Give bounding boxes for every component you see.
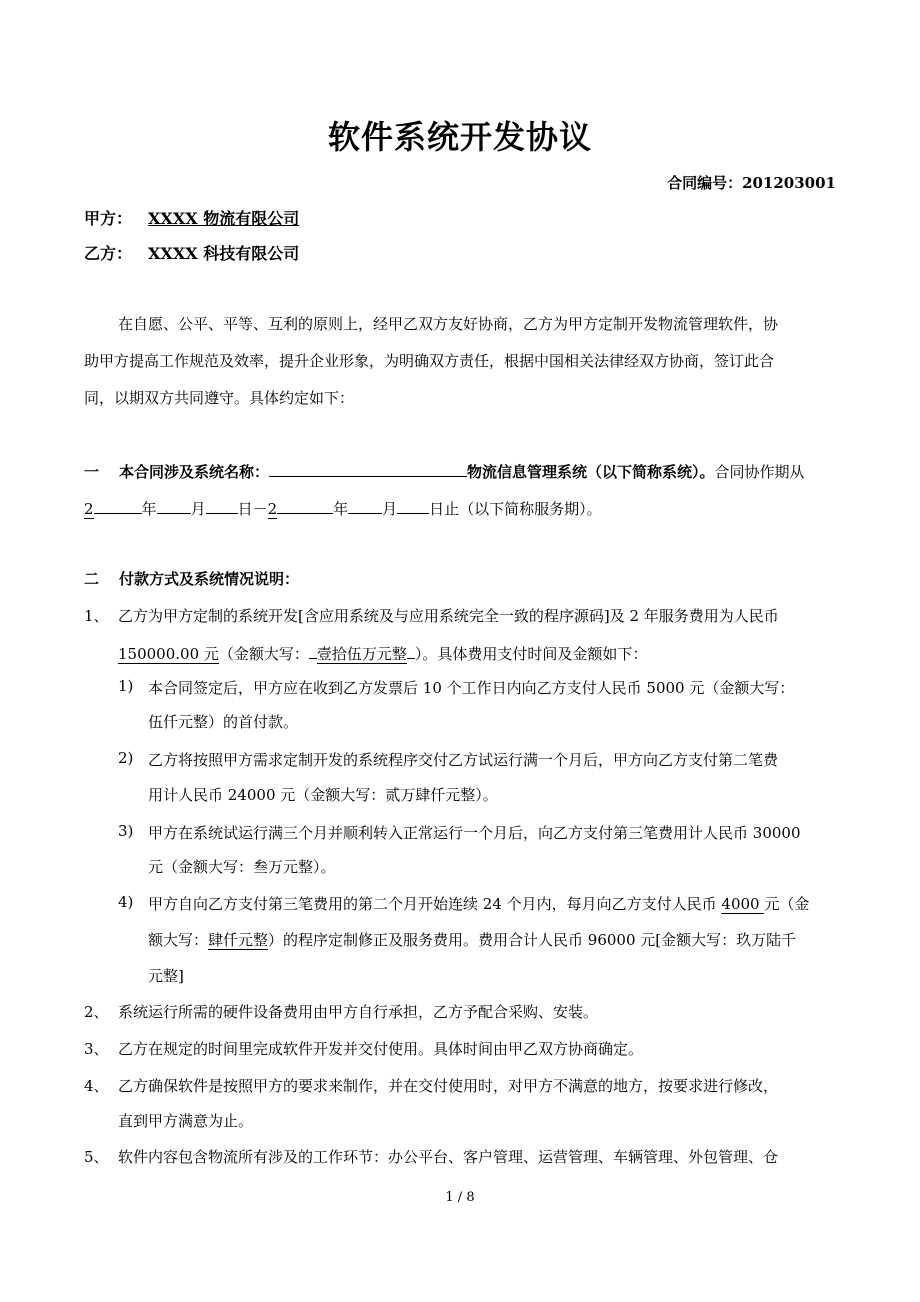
party-a (84, 206, 299, 229)
end-year-prefix: 2 (267, 500, 278, 518)
monthly-amount: 4000 (721, 895, 765, 913)
month2-label: 月 (382, 500, 398, 518)
item-1-line-1: 乙方为甲方定制的系统开发[含应用系统及与应用系统完全一致的程序源码]及 2 年服务费用为人民币 (118, 607, 779, 625)
party-b-name: XXXX 科技有限公司 (148, 244, 300, 263)
item-3-line-1: 乙方在规定的时间里完成软件开发并交付使用。具体时间由甲乙双方协商确定。 (118, 1040, 644, 1058)
sub-1-line-2: 伍仟元整）的首付款。 (148, 713, 299, 731)
start-day-blank (206, 496, 238, 514)
total-amount: 150000.00 元 (118, 645, 219, 663)
section-2-heading (84, 568, 299, 589)
item-4-number: 4、 (84, 1077, 109, 1095)
intro-line-1: 在自愿、公平、平等、互利的原则上，经甲乙双方友好协商，乙方为甲方定制开发物流管理软件，协 (118, 315, 779, 333)
item-2-line-1: 系统运行所需的硬件设备费用由甲方自行承担，乙方予配合采购、安装。 (118, 1003, 599, 1021)
section-2-title: 付款方式及系统情况说明： (119, 570, 300, 588)
party-a-name: XXXX 物流有限公司 (148, 209, 300, 228)
start-year-prefix: 2 (84, 500, 94, 518)
contract-number: 合同编号：201203001 (667, 174, 836, 192)
section-1-system: 物流信息管理系统（以下简称系统）。 (467, 463, 715, 481)
party-b (84, 241, 299, 264)
sub-3-line-1: 甲方在系统试运行满三个月并顺利转入正常运行一个月后，向乙方支付第三笔费用计人民币 30000 (148, 824, 801, 842)
item-5-number: 5、 (84, 1148, 109, 1166)
sub-2-line-1: 乙方将按照甲方需求定制开发的系统程序交付乙方试运行满一个月后，甲方向乙方支付第二笔费 (148, 751, 779, 769)
end-day-blank (397, 496, 429, 514)
sub-3-number: 3) (118, 822, 134, 840)
party-b-label: 乙方： (84, 244, 133, 263)
year2-label: 年 (333, 500, 349, 518)
system-name-blank (269, 459, 467, 477)
item-1-line-2 (118, 641, 647, 664)
sub-1-number: 1) (118, 677, 134, 695)
intro-line-3: 同，以期双方共同遵守。具体约定如下： (84, 389, 355, 407)
sub-4-text-b: 元（金 (764, 895, 810, 913)
end-year-blank (277, 496, 333, 514)
sub-4-number: 4) (118, 893, 134, 911)
item-5-line-1: 软件内容包含物流所有涉及的工作环节：办公平台、客户管理、运营管理、车辆管理、外包管理、仓 (118, 1148, 779, 1166)
monthly-amount-caps: 肆仟元整 (208, 931, 269, 949)
page-number: 1 / 8 (445, 1190, 475, 1205)
end-month-blank (348, 496, 382, 514)
item-1-number: 1、 (84, 607, 109, 625)
section-1-number: 一 (84, 463, 100, 481)
item-1-end: ）。具体费用支付时间及金额如下： (414, 645, 648, 663)
section-2-number: 二 (84, 570, 100, 588)
end-label: 日止（以下简称服务期）。 (429, 500, 602, 518)
section-1-line-2 (84, 496, 602, 519)
sub-4-line-3: 元整] (148, 967, 184, 985)
sub-4-text-c: ）的程序定制修正及服务费用。费用合计人民币 96000 元[金额大写：玖万陆千 (268, 931, 797, 949)
year-label: 年 (141, 500, 157, 518)
sub-4-line-2 (148, 929, 796, 950)
sub-4-line-1 (148, 893, 809, 914)
amount-caps-label: （金额大写： (218, 645, 309, 663)
start-year-blank (94, 496, 142, 514)
intro-line-2: 助甲方提高工作规范及效率，提升企业形象，为明确双方责任，根据中国相关法律经双方协商，签订此合 (84, 352, 775, 370)
party-a-label: 甲方： (84, 209, 133, 228)
amount-caps: 壹拾伍万元整 (316, 645, 407, 663)
section-1-rest: 合同协作期从 (714, 463, 805, 481)
item-2-number: 2、 (84, 1003, 109, 1021)
start-month-blank (157, 496, 191, 514)
sub-2-line-2: 用计人民币 24000 元（金额大写：贰万肆仟元整）。 (148, 786, 498, 804)
sub-1-line-1: 本合同签定后，甲方应在收到乙方发票后 10 个工作日内向乙方支付人民币 5000 元（金额大写： (148, 679, 795, 697)
section-1-line-1 (84, 459, 805, 482)
day-to-label: 日－ (237, 500, 268, 518)
item-4-line-1: 乙方确保软件是按照甲方的要求来制作，并在交付使用时，对甲方不满意的地方，按要求进行修改， (118, 1077, 779, 1095)
sub-4-text-a: 甲方自向乙方支付第三笔费用的第二个月开始连续 24 个月内，每月向乙方支付人民币 (148, 895, 722, 913)
month-label: 月 (190, 500, 206, 518)
sub-4-caps-label: 额大写： (148, 931, 209, 949)
section-1-label: 本合同涉及系统名称： (119, 463, 270, 481)
item-4-line-2: 直到甲方满意为止。 (118, 1112, 254, 1130)
item-3-number: 3、 (84, 1040, 109, 1058)
page-title: 软件系统开发协议 (327, 118, 592, 156)
sub-2-number: 2) (118, 749, 134, 767)
sub-3-line-2: 元（金额大写：叁万元整）。 (148, 858, 336, 876)
